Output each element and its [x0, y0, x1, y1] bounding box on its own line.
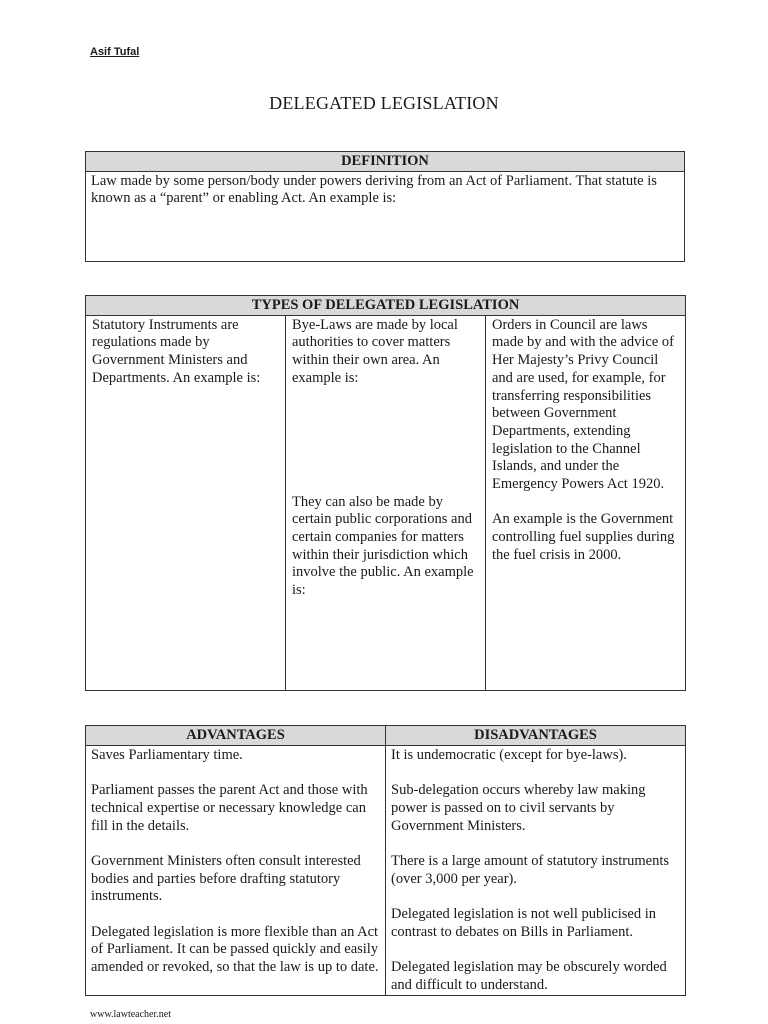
types-heading: TYPES OF DELEGATED LEGISLATION — [86, 296, 686, 316]
advantage-item: Government Ministers often consult interested bodies and parties before drafting statutory instruments. — [91, 852, 361, 905]
author-name: Asif Tufal — [90, 46, 140, 58]
bye-laws-cell — [286, 315, 486, 690]
disadvantage-item: It is undemocratic (except for bye-laws). — [391, 746, 627, 763]
disadvantage-item: Delegated legislation may be obscurely worded and difficult to understand. — [391, 959, 667, 993]
definition-table — [85, 151, 685, 262]
definition-text: Law made by some person/body under powers deriving from an Act of Parliament. That statute is known as a “parent” or enabling Act. An example is: — [91, 172, 657, 207]
advantages-cell — [86, 745, 386, 995]
advantages-disadvantages-table — [85, 725, 686, 996]
statutory-instruments-text: Statutory Instruments are regulations made by Government Ministers and Departments. An example is: — [92, 316, 261, 386]
orders-in-council-cell — [486, 315, 686, 690]
disadvantage-item: Sub-delegation occurs whereby law making power is passed on to civil servants by Government Ministers. — [391, 782, 646, 834]
bye-laws-text-2: They can also be made by certain public corporations and certain companies for matters within their jurisdiction which involve the public. An example is: — [292, 493, 474, 599]
advantages-heading: ADVANTAGES — [86, 726, 386, 746]
page-title: DELEGATED LEGISLATION — [269, 93, 499, 113]
advantage-item: Delegated legislation is more flexible than an Act of Parliament. It can be passed quickly and easily amended or revoked, so that the law is up to date. — [91, 923, 379, 976]
orders-in-council-example: An example is the Government controlling fuel supplies during the fuel crisis in 2000. — [492, 511, 675, 563]
disadvantage-item: There is a large amount of statutory instruments (over 3,000 per year). — [391, 852, 669, 887]
disadvantages-cell — [386, 745, 686, 995]
orders-in-council-text: Orders in Council are laws made by and with the advice of Her Majesty’s Privy Council and are used, for example, for transferring responsibilities between Government Departments, extending legislation to the Channel Islands, and under the Emergency Powers Act 1920. — [492, 316, 674, 493]
disadvantages-heading: DISADVANTAGES — [386, 726, 686, 746]
statutory-instruments-cell — [86, 315, 286, 690]
advantage-item: Saves Parliamentary time. — [91, 746, 243, 763]
advantage-item: Parliament passes the parent Act and those with technical expertise or necessary knowledge can fill in the details. — [91, 782, 368, 834]
definition-cell — [86, 171, 685, 261]
footer-url: www.lawteacher.net — [90, 1009, 171, 1020]
types-table — [85, 295, 686, 691]
bye-laws-text: Bye-Laws are made by local authorities to cover matters within their own area. An example is: — [292, 316, 458, 386]
definition-heading: DEFINITION — [86, 152, 685, 172]
disadvantage-item: Delegated legislation is not well publicised in contrast to debates on Bills in Parliament. — [391, 905, 656, 940]
